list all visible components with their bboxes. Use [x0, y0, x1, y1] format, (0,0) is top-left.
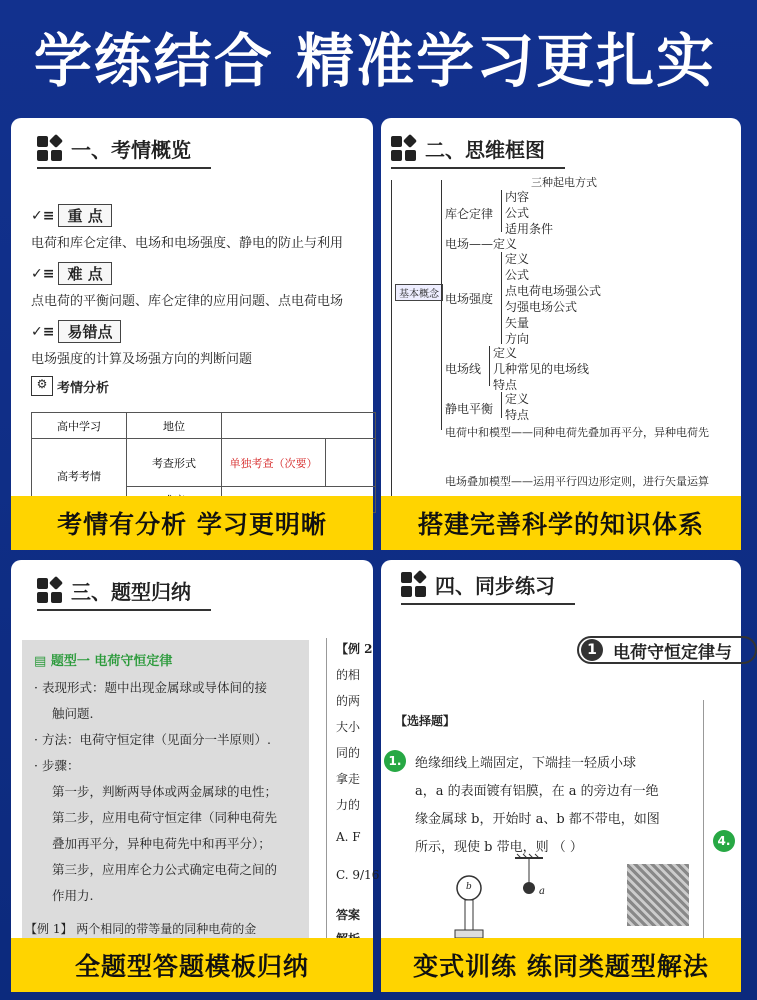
table-cell: 单独考查（次要） [222, 439, 326, 487]
tag-error-points: ✓≡ 易错点 [31, 320, 121, 343]
node-top: 三种起电方式 [531, 176, 597, 189]
node-lines: 电场线 [445, 362, 482, 376]
caption-bar: 全题型答题模板归纳 [11, 938, 373, 992]
error-points-text: 电场强度的计算及场强方向的判断问题 [31, 352, 253, 367]
node-sub: 公式 [505, 268, 530, 282]
node-sub: 定义 [505, 252, 530, 266]
caption-bar: 考情有分析 学习更明晰 [11, 496, 373, 550]
node-field: 电场——定义 [445, 237, 518, 251]
panel-question-types [11, 560, 380, 992]
node-sub: 方向 [505, 332, 530, 346]
table-cell: 高中学习 [32, 413, 127, 439]
right-col-text: 的两 [336, 694, 361, 708]
root-node: 基本概念 [395, 284, 443, 301]
banner-title: 学练结合 精准学习更扎实 [33, 27, 717, 95]
question-number: 1. [384, 750, 406, 772]
node-superpose: 电场叠加模型——运用平行四边形定则，进行矢量运算 [445, 475, 709, 488]
check-list-icon: ✓≡ [31, 265, 55, 282]
sub-brace [501, 252, 502, 344]
right-col-text: 同的 [336, 746, 361, 760]
panel-exam-overview [11, 118, 373, 550]
node-sub: 匀强电场公式 [505, 300, 578, 314]
example-line: 【例 1】 两个相同的带等量的同种电荷的金 [25, 922, 257, 936]
table-cell: 地位 [127, 413, 222, 439]
sub-brace [501, 392, 502, 418]
method-line: · 步骤： [34, 758, 80, 773]
label-b: b [466, 882, 472, 892]
section-heading [391, 134, 545, 163]
label-a: a [539, 886, 545, 897]
table-cell: 高考考情 [32, 439, 127, 513]
panel-mind-map [381, 118, 741, 550]
method-line: 叠加再平分，异种电荷先中和再平分）； [52, 836, 271, 851]
node-sub: 适用条件 [505, 222, 554, 236]
chapter-number: 1 [581, 639, 603, 661]
heading-text: 二、思维框图 [425, 138, 545, 162]
tag-difficult-points: ✓≡ 难 点 [31, 262, 112, 285]
column-divider [326, 638, 327, 948]
node-sub: 定义 [493, 346, 518, 360]
root-brace [391, 180, 392, 500]
sub-brace [489, 346, 490, 386]
table-cell [222, 413, 376, 439]
heading-underline [37, 167, 211, 169]
top-banner [0, 0, 750, 112]
tag-key-points: ✓≡ 重 点 [31, 204, 112, 227]
main-brace [441, 180, 442, 430]
right-col-text: A. F [336, 830, 361, 844]
method-line: 触问题. [52, 706, 94, 721]
node-sub: 内容 [505, 190, 530, 204]
right-col-text: 大小 [336, 720, 361, 734]
right-col-text: C. 9/16 [336, 868, 380, 882]
method-line: 作用力. [52, 888, 94, 903]
column-divider [703, 700, 704, 940]
node-sub: 公式 [505, 206, 530, 220]
caption-bar: 变式训练 练同类题型解法 [381, 938, 741, 992]
blocks-icon [37, 136, 63, 162]
caption-bar: 搭建完善科学的知识体系 [381, 496, 741, 550]
sub-brace [501, 190, 502, 232]
key-points-text: 电荷和库仑定律、电场和电场强度、静电的防止与利用 [31, 236, 344, 251]
method-line: 第三步，应用库仑力公式确定电荷之间的 [52, 862, 278, 877]
check-list-icon: ✓≡ [31, 323, 55, 340]
blocks-icon [391, 136, 417, 162]
question-line: 绝缘细线上端固定，下端挂一轻质小球 [415, 756, 637, 771]
node-sub: 矢量 [505, 316, 530, 330]
section-heading [401, 570, 555, 599]
chapter-pill [577, 636, 757, 664]
node-sub: 点电荷电场强公式 [505, 284, 602, 298]
section-heading [37, 576, 191, 605]
heading-underline [37, 609, 211, 611]
method-line: · 方法：电荷守恒定律（见面分一半原则）. [34, 732, 271, 747]
node-strength: 电场强度 [445, 292, 494, 306]
method-line: 第二步，应用电荷守恒定律（同种电荷先 [52, 810, 278, 825]
question-line: 缘金属球 b，开始时 a、b 都不带电，如图 [415, 812, 660, 827]
right-col-text: 力的 [336, 798, 361, 812]
analysis-icon: ⚙ [31, 376, 53, 396]
section-label: 【选择题】 [395, 714, 456, 728]
right-col-text: 【例 2 [336, 642, 373, 656]
table-cell [326, 439, 376, 487]
question-number: 4. [713, 830, 735, 852]
table-cell: 考查形式 [127, 439, 222, 487]
right-col-text: 拿走 [336, 772, 361, 786]
difficult-points-text: 点电荷的平衡问题、库仑定律的应用问题、点电荷电场 [31, 294, 344, 309]
physics-diagram [451, 854, 561, 940]
node-sub: 定义 [505, 392, 530, 406]
heading-underline [401, 603, 575, 605]
node-balance: 静电平衡 [445, 402, 494, 416]
section-heading [37, 134, 191, 163]
method-box [22, 640, 309, 940]
question-line: a，a 的表面镀有铝膜，在 a 的旁边有一绝 [415, 784, 659, 799]
node-neutral: 电荷中和模型——同种电荷先叠加再平分，异种电荷先 [445, 426, 709, 439]
right-col-text: 的相 [336, 668, 361, 682]
node-sub: 特点 [505, 408, 530, 422]
heading-text: 三、题型归纳 [71, 580, 191, 604]
qr-code [627, 864, 689, 926]
method-line: 第一步，判断两导体或两金属球的电性； [52, 784, 278, 799]
node-coulomb: 库仑定律 [445, 207, 494, 221]
analysis-label: ⚙ 考情分析 [31, 376, 109, 396]
node-sub: 几种常见的电场线 [493, 362, 590, 376]
note-icon: ▤ [34, 654, 51, 669]
heading-underline [391, 167, 565, 169]
blocks-icon [37, 578, 63, 604]
check-list-icon: ✓≡ [31, 207, 55, 224]
chapter-title: 电荷守恒定律与 [613, 642, 732, 663]
heading-text: 四、同步练习 [435, 574, 555, 598]
right-col-text: 答案 [336, 908, 361, 922]
heading-text: 一、考情概览 [71, 138, 191, 162]
method-line: · 表现形式：题中出现金属球或导体间的接 [34, 680, 267, 695]
blocks-icon [401, 572, 427, 598]
type-title: ▤ 题型一 电荷守恒定律 [34, 654, 173, 669]
node-sub: 特点 [493, 378, 518, 392]
panel-sync-practice [381, 560, 741, 992]
question-line: 所示，现使 b 带电，则 （ ） [415, 840, 583, 855]
